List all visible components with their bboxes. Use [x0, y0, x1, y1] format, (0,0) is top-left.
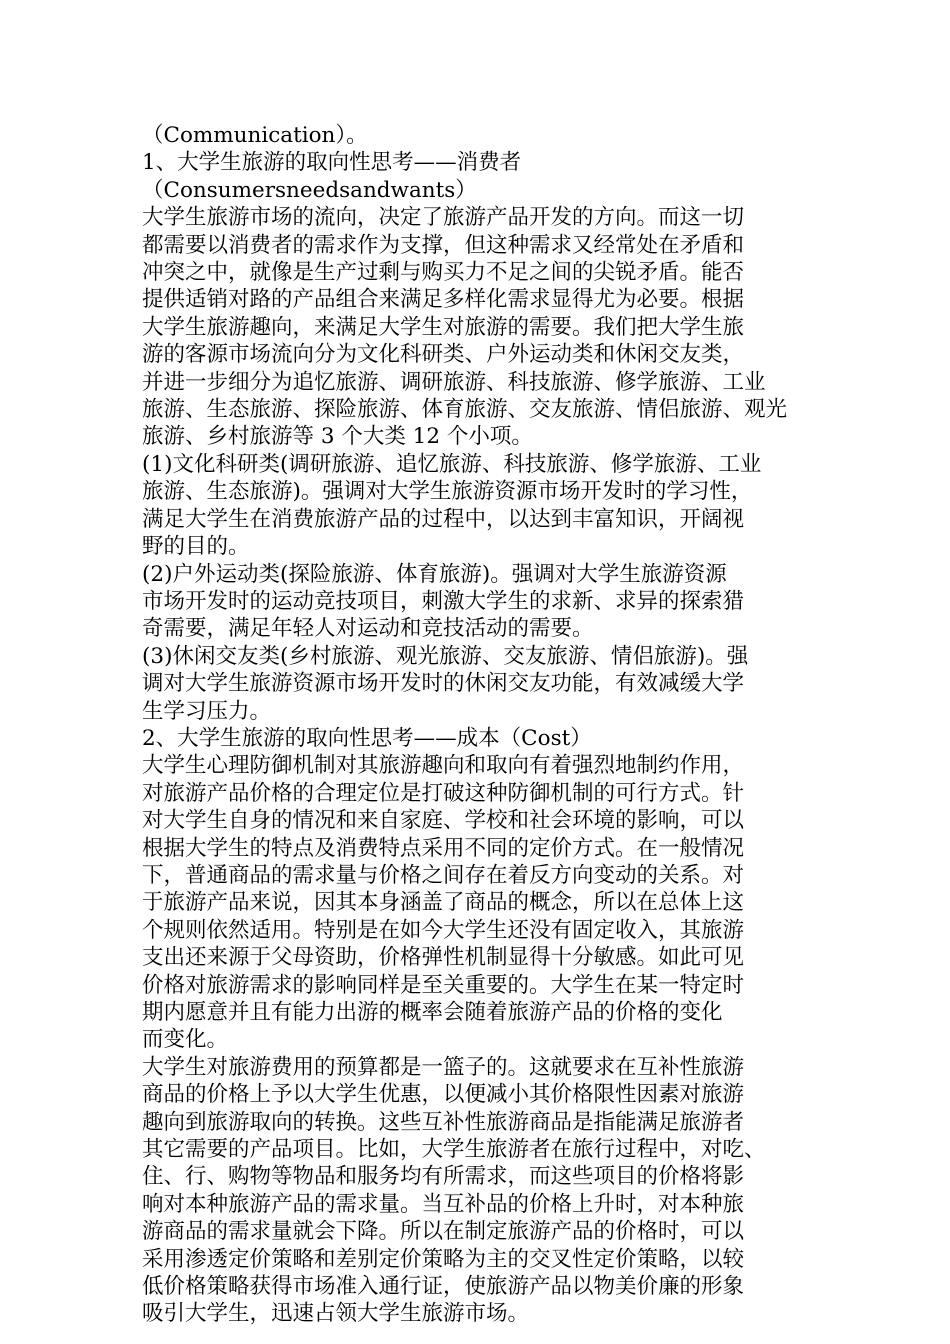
text-line: 生学习压力。 [142, 698, 272, 724]
text-line: 商品的价格上予以大学生优惠，以便减小其价格限性因素对旅游 [142, 1082, 745, 1108]
text-line: 游商品的需求量就会下降。所以在制定旅游产品的价格时，可以 [142, 1219, 745, 1245]
text-line: 调对大学生旅游资源市场开发时的休闲交友功能，有效减缓大学 [142, 671, 745, 697]
text-line: 大学生旅游趣向，来满足大学生对旅游的需要。我们把大学生旅 [142, 314, 745, 340]
section-heading: 1、大学生旅游的取向性思考——消费者 [142, 150, 522, 176]
text-line: 游的客源市场流向分为文化科研类、户外运动类和休闲交友类， [142, 342, 745, 368]
text-line: 旅游、乡村旅游等 3 个大类 12 个小项。 [142, 424, 533, 450]
text-line: 期内愿意并且有能力出游的概率会随着旅游产品的价格的变化 [142, 1000, 723, 1025]
text-line: 采用渗透定价策略和差别定价策略为主的交叉性定价策略，以较 [142, 1246, 745, 1272]
text-line: 住、行、购物等物品和服务均有所需求，而这些项目的价格将影 [142, 1164, 745, 1190]
text-line: 大学生对旅游费用的预算都是一篮子的。这就要求在互补性旅游 [142, 1054, 745, 1080]
text-line: 大学生心理防御机制对其旅游趣向和取向有着强烈地制约作用， [142, 753, 745, 779]
text-line: 满足大学生在消费旅游产品的过程中，以达到丰富知识，开阔视 [142, 506, 745, 532]
text-line: 大学生旅游市场的流向，决定了旅游产品开发的方向。而这一切 [142, 205, 745, 231]
text-line: 对旅游产品价格的合理定位是打破这种防御机制的可行方式。针 [142, 780, 745, 806]
text-line: 根据大学生的特点及消费特点采用不同的定价方式。在一般情况 [142, 835, 745, 861]
text-line: 趣向到旅游取向的转换。这些互补性旅游商品是指能满足旅游者 [142, 1109, 745, 1135]
text-line: 其它需要的产品项目。比如，大学生旅游者在旅行过程中，对吃、 [142, 1137, 766, 1163]
text-line: 冲突之中，就像是生产过剩与购买力不足之间的尖锐矛盾。能否 [142, 260, 745, 286]
text-line: 于旅游产品来说，因其本身涵盖了商品的概念，所以在总体上这 [142, 890, 745, 916]
text-line: 旅游、生态旅游、探险旅游、体育旅游、交友旅游、情侣旅游、观光 [142, 397, 788, 423]
text-line: 提供适销对路的产品组合来满足多样化需求显得尤为必要。根据 [142, 287, 745, 313]
text-line: 响对本种旅游产品的需求量。当互补品的价格上升时，对本种旅 [142, 1191, 745, 1217]
text-line: 下，普通商品的需求量与价格之间存在着反方向变动的关系。对 [142, 862, 745, 888]
section-heading-continuation: （Consumersneedsandwants） [142, 177, 477, 203]
section-heading: 2、大学生旅游的取向性思考——成本（Cost） [142, 725, 592, 751]
list-item-line: (1)文化科研类(调研旅游、追忆旅游、科技旅游、修学旅游、工业 [142, 451, 762, 477]
list-item-line: (3)休闲交友类(乡村旅游、观光旅游、交友旅游、情侣旅游)。强 [142, 643, 749, 669]
text-line: 吸引大学生，迅速占领大学生旅游市场。 [142, 1301, 530, 1327]
text-line: 而变化。 [142, 1027, 229, 1053]
text-line: 低价格策略获得市场准入通行证，使旅游产品以物美价廉的形象 [142, 1274, 745, 1300]
text-line: 市场开发时的运动竞技项目，刺激大学生的求新、求异的探索猎 [142, 588, 745, 614]
text-line: 对大学生自身的情况和来自家庭、学校和社会环境的影响，可以 [142, 808, 745, 834]
text-line: 支出还来源于父母资助，价格弹性机制显得十分敏感。如此可见 [142, 945, 745, 971]
text-line: 价格对旅游需求的影响同样是至关重要的。大学生在某一特定时 [142, 972, 745, 998]
text-line: 奇需要，满足年轻人对运动和竞技活动的需要。 [142, 616, 594, 642]
list-item-line: (2)户外运动类(探险旅游、体育旅游)。强调对大学生旅游资源 [142, 561, 727, 587]
document-body [142, 122, 812, 1328]
text-line: 野的目的。 [142, 534, 250, 560]
text-line: 旅游、生态旅游)。强调对大学生旅游资源市场开发时的学习性， [142, 479, 753, 505]
text-line: 都需要以消费者的需求作为支撑，但这种需求又经常处在矛盾和 [142, 232, 745, 258]
text-line: 个规则依然适用。特别是在如今大学生还没有固定收入，其旅游 [142, 917, 745, 943]
text-line: 并进一步细分为追忆旅游、调研旅游、科技旅游、修学旅游、工业 [142, 369, 766, 395]
text-line: （Communication）。 [142, 123, 368, 148]
